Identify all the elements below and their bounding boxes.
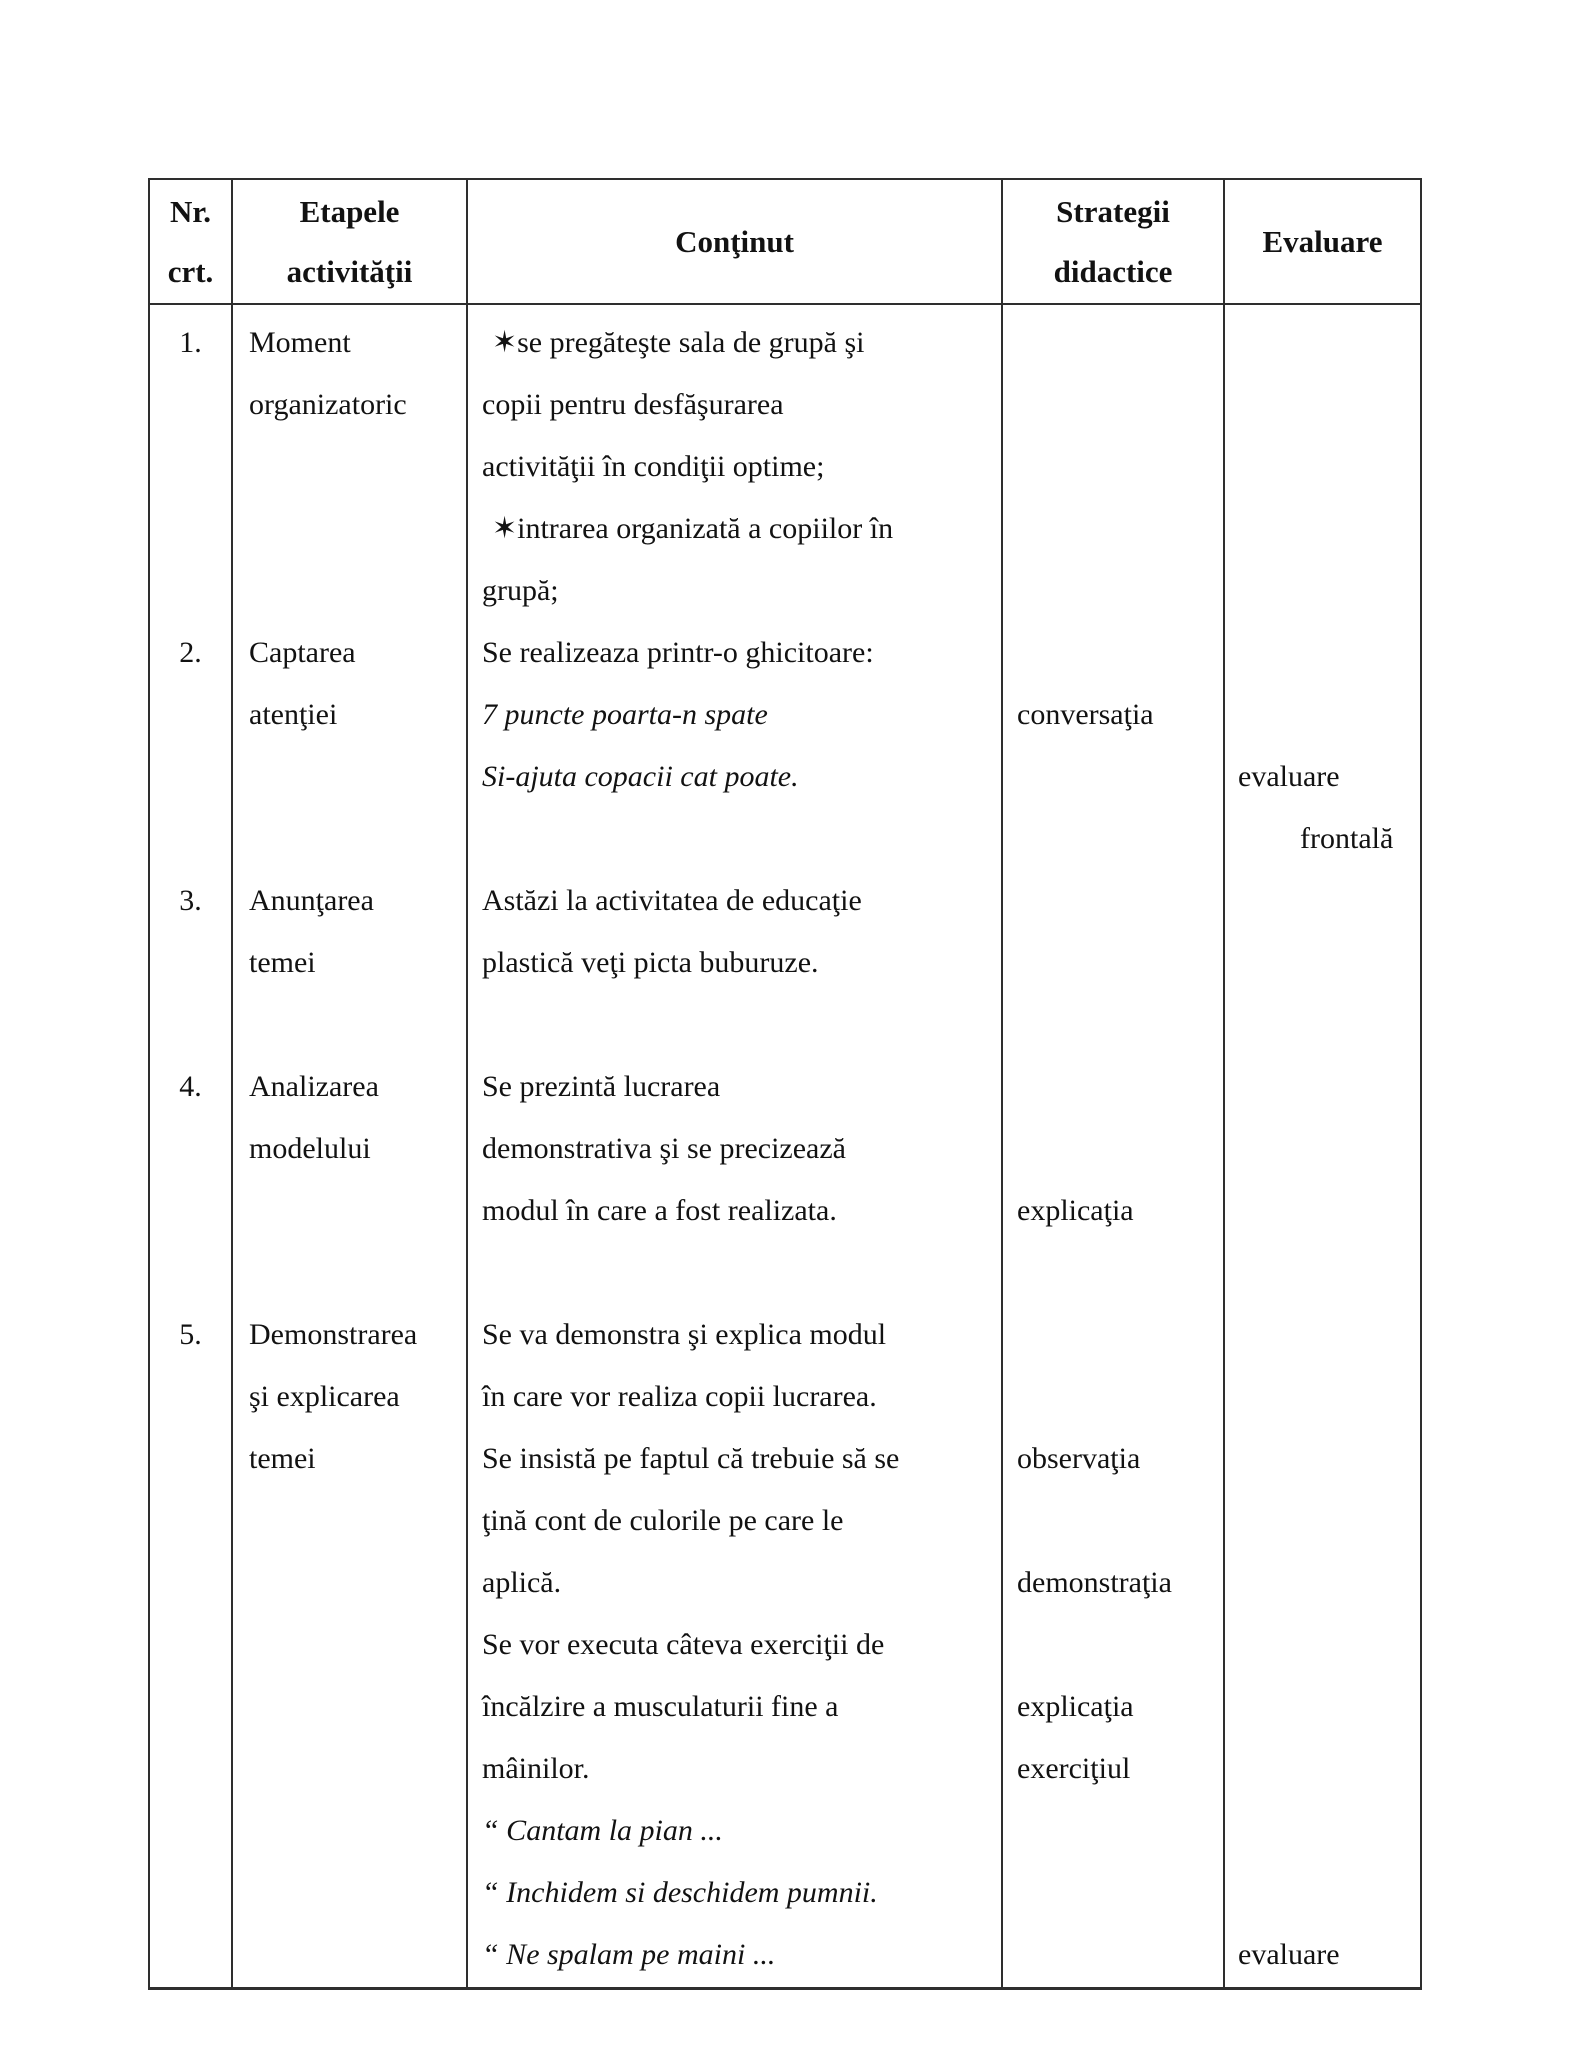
content-line: 7 puncte poarta-n spate <box>482 698 768 731</box>
column-etapele-activitatii <box>233 305 468 1987</box>
header-line: Conţinut <box>675 224 794 259</box>
stage-label-line: Moment <box>249 326 351 359</box>
header-line: Nr. <box>169 194 212 229</box>
content-line: “ Cantam la pian ... <box>482 1814 723 1847</box>
stage-label-line: Anunţarea <box>249 884 374 917</box>
stage-label-line: temei <box>249 1442 316 1475</box>
stage-number: 3. <box>179 884 202 917</box>
stage-label-line: modelului <box>249 1132 371 1165</box>
content-line: aplică. <box>482 1566 562 1599</box>
strategy-line: demonstraţia <box>1017 1566 1172 1599</box>
content-line: “ Inchidem si deschidem pumnii. <box>482 1876 878 1909</box>
strategy-line: exerciţiul <box>1017 1752 1131 1785</box>
stage-label-line: temei <box>249 946 316 979</box>
stage-number: 4. <box>179 1070 202 1103</box>
evaluation-line: frontală <box>1300 822 1394 855</box>
content-line: ţină cont de culorile pe care le <box>482 1504 844 1537</box>
stage-label-line: atenţiei <box>249 698 338 731</box>
stage-label-line: organizatoric <box>249 388 407 421</box>
stage-number: 1. <box>179 326 202 359</box>
content-line: activităţii în condiţii optime; <box>482 450 825 483</box>
table-header-row <box>150 180 1420 305</box>
header-cell-etapele <box>233 180 468 303</box>
content-line: grupă; <box>482 574 559 607</box>
strategy-line: observaţia <box>1017 1442 1141 1475</box>
content-line: modul în care a fost realizata. <box>482 1194 837 1227</box>
column-nr-crt <box>150 305 233 1987</box>
table-body <box>150 305 1420 1987</box>
content-line: ✶se pregăteşte sala de grupă şi <box>492 326 865 359</box>
header-cell-strategii <box>1003 180 1225 303</box>
content-line: Se realizeaza printr-o ghicitoare: <box>482 636 874 669</box>
evaluation-line: evaluare <box>1238 1938 1340 1971</box>
header-cell-continut <box>468 180 1003 303</box>
header-line: activităţii <box>286 254 413 289</box>
strategy-line: explicaţia <box>1017 1194 1134 1227</box>
header-line: Strategii <box>1056 194 1170 229</box>
content-line: Se vor executa câteva exerciţii de <box>482 1628 885 1661</box>
content-line: Si-ajuta copacii cat poate. <box>482 760 799 793</box>
stage-number: 2. <box>179 636 202 669</box>
content-line: ✶intrarea organizată a copiilor în <box>492 512 894 545</box>
stage-label-line: Analizarea <box>249 1070 379 1103</box>
header-cell-nr-crt <box>150 180 233 303</box>
strategy-line: explicaţia <box>1017 1690 1134 1723</box>
column-strategii-didactice <box>1003 305 1225 1987</box>
content-line: copii pentru desfăşurarea <box>482 388 784 421</box>
stage-number: 5. <box>179 1318 202 1351</box>
content-line: Se insistă pe faptul că trebuie să se <box>482 1442 900 1475</box>
content-line: demonstrativa şi se precizează <box>482 1132 846 1165</box>
header-cell-evaluare <box>1225 180 1420 303</box>
content-line: Se va demonstra şi explica modul <box>482 1318 887 1351</box>
stage-label-line: şi explicarea <box>249 1380 400 1413</box>
content-line: mâinilor. <box>482 1752 590 1785</box>
content-line: “ Ne spalam pe maini ... <box>482 1938 776 1971</box>
lesson-plan-table <box>148 178 1422 1990</box>
header-line: didactice <box>1053 254 1173 289</box>
content-line: plastică veţi picta buburuze. <box>482 946 819 979</box>
evaluation-line: evaluare <box>1238 760 1340 793</box>
column-evaluare <box>1225 305 1420 1987</box>
header-line: crt. <box>167 254 214 289</box>
content-line: Se prezintă lucrarea <box>482 1070 721 1103</box>
header-line: Etapele <box>299 194 400 229</box>
content-line: încălzire a musculaturii fine a <box>482 1690 839 1723</box>
column-continut <box>468 305 1003 1987</box>
stage-label-line: Captarea <box>249 636 356 669</box>
content-line: în care vor realiza copii lucrarea. <box>482 1380 877 1413</box>
strategy-line: conversaţia <box>1017 698 1154 731</box>
header-line: Evaluare <box>1262 224 1383 259</box>
content-line: Astăzi la activitatea de educaţie <box>482 884 862 917</box>
stage-label-line: Demonstrarea <box>249 1318 418 1351</box>
